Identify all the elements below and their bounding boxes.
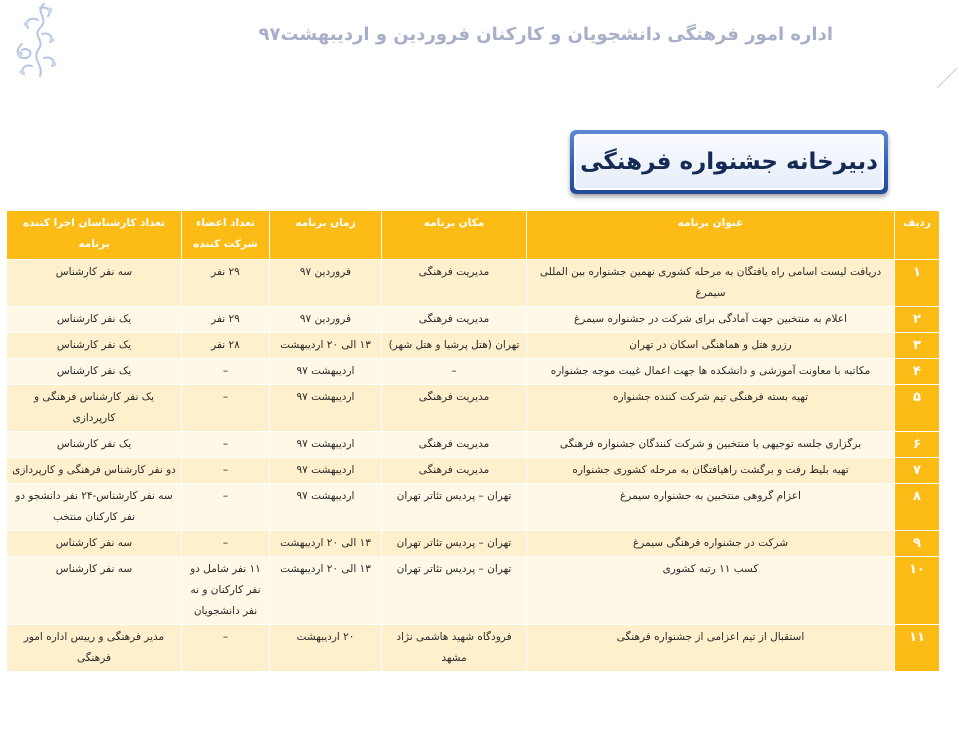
program-title: شرکت در جشنواره فرهنگی سیمرغ [527, 531, 895, 557]
program-title: اعزام گروهی منتخبین به جشنواره سیمرغ [527, 484, 895, 531]
program-place: مدیریت فرهنگی [382, 307, 527, 333]
experts: سه نفر کارشناس [7, 260, 182, 307]
program-place: مدیریت فرهنگی [382, 458, 527, 484]
banner-title: دبیرخانه جشنواره فرهنگی [574, 134, 884, 190]
experts: یک نفر کارشناس [7, 359, 182, 385]
participants: – [182, 359, 270, 385]
row-number: ۱ [895, 260, 940, 307]
program-schedule-table [6, 210, 940, 672]
row-number: ۱۱ [895, 625, 940, 672]
program-title: تهیه بسته فرهنگی تیم شرکت کننده جشنواره [527, 385, 895, 432]
header-experts: تعداد کارشناسان اجرا کننده برنامه [7, 211, 182, 260]
experts: سه نفر کارشناس [7, 531, 182, 557]
header-participants: تعداد اعضاء شرکت کننده [182, 211, 270, 260]
experts: یک نفر کارشناس [7, 333, 182, 359]
program-time: ۲۰ اردیبهشت [270, 625, 382, 672]
participants: ۱۱ نفر شامل دو نفر کارکنان و نه نفر دانشجویان [182, 557, 270, 625]
program-title: برگزاری جلسه توجیهی با منتخبین و شرکت کنندگان جشنواره فرهنگی [527, 432, 895, 458]
table-row [7, 557, 940, 625]
experts: دو نفر کارشناس فرهنگی و کارپردازی [7, 458, 182, 484]
participants: – [182, 385, 270, 432]
participants: – [182, 531, 270, 557]
program-time: ۱۳ الی ۲۰ اردیبهشت [270, 333, 382, 359]
program-place: تهران (هتل پرشیا و هتل شهر) [382, 333, 527, 359]
program-title: کسب ۱۱ رتبه کشوری [527, 557, 895, 625]
experts: یک نفر کارشناس [7, 432, 182, 458]
table-row [7, 385, 940, 432]
table-row [7, 432, 940, 458]
row-number: ۶ [895, 432, 940, 458]
row-number: ۸ [895, 484, 940, 531]
participants: ۲۹ نفر [182, 260, 270, 307]
program-place: تهران – پردیس تئاتر تهران [382, 484, 527, 531]
experts: یک نفر کارشناس [7, 307, 182, 333]
participants: – [182, 484, 270, 531]
corner-decoration-icon [935, 66, 959, 90]
experts: یک نفر کارشناس فرهنگی و کارپردازی [7, 385, 182, 432]
program-time: اردیبهشت ۹۷ [270, 385, 382, 432]
section-banner [570, 130, 888, 194]
floral-ornament-icon [10, 0, 58, 84]
program-time: ۱۳ الی ۲۰ اردیبهشت [270, 531, 382, 557]
table-row [7, 484, 940, 531]
program-title: رزرو هتل و هماهنگی اسکان در تهران [527, 333, 895, 359]
program-place: – [382, 359, 527, 385]
program-title: استقبال از تیم اعزامی از جشنواره فرهنگی [527, 625, 895, 672]
program-time: ۱۳ الی ۲۰ اردیبهشت [270, 557, 382, 625]
participants: ۲۹ نفر [182, 307, 270, 333]
header-program-place: مکان برنامه [382, 211, 527, 260]
table-row [7, 531, 940, 557]
participants: – [182, 458, 270, 484]
row-number: ۲ [895, 307, 940, 333]
participants: – [182, 625, 270, 672]
program-title: تهیه بلیط رفت و برگشت راهیافتگان به مرحله کشوری جشنواره [527, 458, 895, 484]
program-time: اردیبهشت ۹۷ [270, 359, 382, 385]
program-place: مدیریت فرهنگی [382, 260, 527, 307]
program-title: دریافت لیست اسامی راه یافتگان به مرحله کشوری نهمین جشنواره بین المللی سیمرغ [527, 260, 895, 307]
header-program-title: عنوان برنامه [527, 211, 895, 260]
program-place: تهران – پردیس تئاتر تهران [382, 557, 527, 625]
header-program-time: زمان برنامه [270, 211, 382, 260]
program-place: مدیریت فرهنگی [382, 432, 527, 458]
table-row [7, 307, 940, 333]
participants: – [182, 432, 270, 458]
program-time: اردیبهشت ۹۷ [270, 458, 382, 484]
program-place: مدیریت فرهنگی [382, 385, 527, 432]
participants: ۲۸ نفر [182, 333, 270, 359]
program-place: تهران – پردیس تئاتر تهران [382, 531, 527, 557]
program-title: مکاتبه با معاونت آموزشی و دانشکده ها جهت اعمال غیبت موجه جشنواره [527, 359, 895, 385]
program-title: اعلام به منتخبین جهت آمادگی برای شرکت در جشنواره سیمرغ [527, 307, 895, 333]
program-time: اردیبهشت ۹۷ [270, 484, 382, 531]
header-row-number: ردیف [895, 211, 940, 260]
row-number: ۱۰ [895, 557, 940, 625]
row-number: ۷ [895, 458, 940, 484]
table-row [7, 359, 940, 385]
experts: سه نفر کارشناس-۲۴ نفر دانشجو دو نفر کارکنان منتخب [7, 484, 182, 531]
table-row [7, 333, 940, 359]
row-number: ۴ [895, 359, 940, 385]
program-place: فرودگاه شهید هاشمی نژاد مشهد [382, 625, 527, 672]
experts: مدیر فرهنگی و رییس اداره امور فرهنگی [7, 625, 182, 672]
experts: سه نفر کارشناس [7, 557, 182, 625]
table-row [7, 458, 940, 484]
table-header-row [7, 211, 940, 260]
row-number: ۳ [895, 333, 940, 359]
program-time: فروردین ۹۷ [270, 307, 382, 333]
program-time: فروردین ۹۷ [270, 260, 382, 307]
row-number: ۵ [895, 385, 940, 432]
table-row [7, 625, 940, 672]
program-time: اردیبهشت ۹۷ [270, 432, 382, 458]
row-number: ۹ [895, 531, 940, 557]
page-title: اداره امور فرهنگی دانشجویان و کارکنان فروردین و اردیبهشت۹۷ [258, 24, 833, 45]
table-row [7, 260, 940, 307]
